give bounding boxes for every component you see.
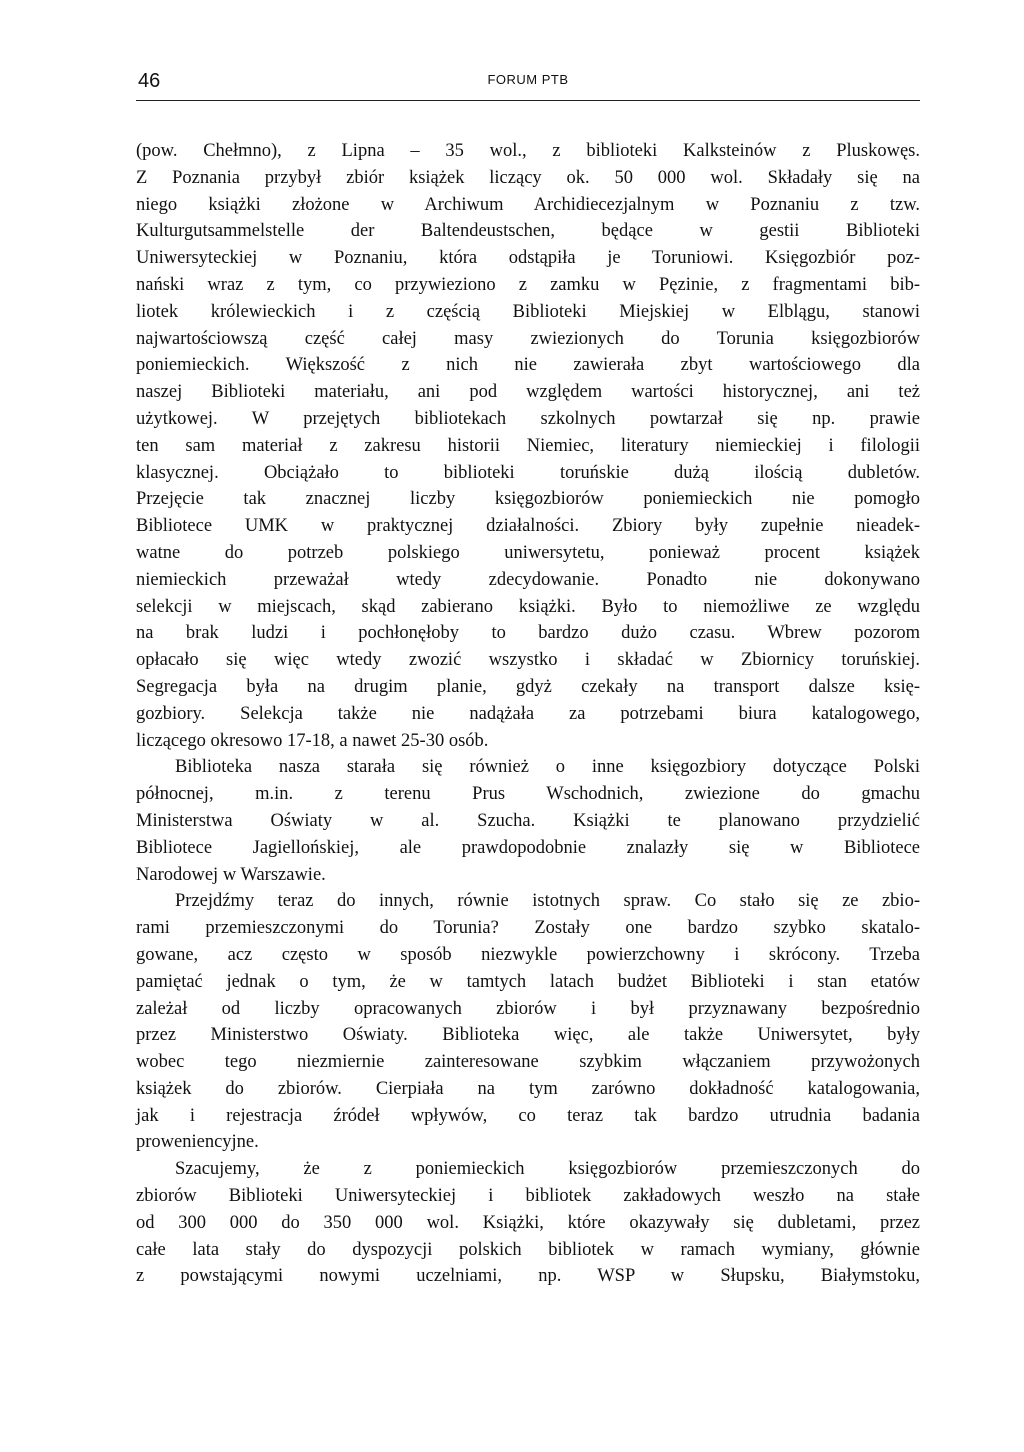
- body-text: [136, 138, 920, 1290]
- text-line: północnej, m.in. z terenu Prus Wschodnich, zwiezione do gmachu: [136, 784, 920, 805]
- text-line: całe lata stały do dyspozycji polskich bibliotek w ramach wymiany, głównie: [136, 1239, 920, 1260]
- text-line: ten sam materiał z zakresu historii Niemiec, literatury niemieckiej i filologii: [136, 435, 920, 456]
- text-line: gozbiory. Selekcja także nie nadążała za potrzebami biura katalogowego,: [136, 703, 920, 724]
- text-line: selekcji w miejscach, skąd zabierano książki. Było to niemożliwe ze względu: [136, 596, 920, 617]
- text-line: Biblioteka nasza starała się również o inne księgozbiory dotyczące Polski: [175, 757, 920, 778]
- text-line: Uniwersyteckiej w Poznaniu, która odstąpiła je Toruniowi. Księgozbiór poz-: [136, 248, 920, 269]
- text-line: Przejęcie tak znacznej liczby księgozbiorów poniemieckich nie pomogło: [136, 489, 920, 510]
- text-line: rami przemieszczonymi do Torunia? Zostały one bardzo szybko skatalo-: [136, 918, 920, 939]
- text-line: Bibliotece Jagiellońskiej, ale prawdopodobnie znalazły się w Bibliotece: [136, 837, 920, 858]
- journal-title: FORUM PTB: [487, 72, 569, 87]
- text-line: watne do potrzeb polskiego uniwersytetu, ponieważ procent książek: [136, 542, 920, 563]
- text-line: wobec tego niezmiernie zainteresowane szybkim włączaniem przywożonych: [136, 1052, 920, 1073]
- text-line: Bibliotece UMK w praktycznej działalności. Zbiory były zupełnie nieadek-: [136, 516, 920, 537]
- text-line: na brak ludzi i pochłonęłoby to bardzo dużo czasu. Wbrew pozorom: [136, 623, 920, 644]
- text-line: Z Poznania przybył zbiór książek liczący ok. 50 000 wol. Składały się na: [136, 167, 920, 188]
- document-page: [136, 64, 920, 1290]
- text-line: niemieckich przeważał wtedy zdecydowanie. Ponadto nie dokonywano: [136, 569, 920, 590]
- text-line: Ministerstwa Oświaty w al. Szucha. Książki te planowano przydzielić: [136, 810, 920, 831]
- text-line: zbiorów Biblioteki Uniwersyteckiej i bibliotek zakładowych weszło na stałe: [136, 1186, 920, 1207]
- text-line: niego książki złożone w Archiwum Archidiecezjalnym w Poznaniu z tzw.: [136, 194, 920, 215]
- text-line: Szacujemy, że z poniemieckich księgozbiorów przemieszczonych do: [175, 1159, 920, 1180]
- text-line: nański wraz z tym, co przywieziono z zamku w Pęzinie, z fragmentami bib-: [136, 274, 920, 295]
- text-line: klasycznej. Obciążało to biblioteki toruńskie dużą ilością dubletów.: [136, 462, 920, 483]
- page-number: 46: [138, 70, 161, 92]
- text-line: proweniencyjne.: [136, 1132, 259, 1153]
- text-line: Segregacja była na drugim planie, gdyż czekały na transport dalsze księ-: [136, 676, 920, 697]
- text-line: jak i rejestracja źródeł wpływów, co teraz tak bardzo utrudnia badania: [136, 1105, 920, 1126]
- running-header: [136, 64, 920, 101]
- text-line: z powstającymi nowymi uczelniami, np. WSP w Słupsku, Białymstoku,: [136, 1266, 920, 1287]
- text-line: książek do zbiorów. Cierpiała na tym zarówno dokładność katalogowania,: [136, 1078, 920, 1099]
- text-line: liczącego okresowo 17-18, a nawet 25-30 osób.: [136, 730, 489, 751]
- text-line: Przejdźmy teraz do innych, równie istotnych spraw. Co stało się ze zbio-: [175, 891, 920, 912]
- text-line: poniemieckich. Większość z nich nie zawierała zbyt wartościowego dla: [136, 355, 920, 376]
- text-line: Narodowej w Warszawie.: [136, 864, 326, 885]
- text-line: liotek królewieckich i z częścią Biblioteki Miejskiej w Elblągu, stanowi: [136, 301, 920, 322]
- text-line: zależał od liczby opracowanych zbiorów i był przyznawany bezpośrednio: [136, 998, 920, 1019]
- text-line: naszej Biblioteki materiału, ani pod względem wartości historycznej, ani też: [136, 382, 920, 403]
- text-line: od 300 000 do 350 000 wol. Książki, które okazywały się dubletami, przez: [136, 1212, 920, 1233]
- text-line: Kulturgutsammelstelle der Baltendeustschen, będące w gestii Biblioteki: [136, 221, 920, 242]
- text-line: gowane, acz często w sposób niezwykle powierzchowny i skrócony. Trzeba: [136, 944, 920, 965]
- text-line: użytkowej. W przejętych bibliotekach szkolnych powtarzał się np. prawie: [136, 408, 920, 429]
- text-line: przez Ministerstwo Oświaty. Biblioteka więc, ale także Uniwersytet, były: [136, 1025, 920, 1046]
- text-line: pamiętać jednak o tym, że w tamtych latach budżet Biblioteki i stan etatów: [136, 971, 920, 992]
- text-line: (pow. Chełmno), z Lipna – 35 wol., z biblioteki Kalksteinów z Pluskowęs.: [136, 141, 920, 161]
- text-line: opłacało się więc wtedy zwozić wszystko i składać w Zbiornicy toruńskiej.: [136, 650, 920, 671]
- text-line: najwartościowszą część całej masy zwiezionych do Torunia księgozbiorów: [136, 328, 920, 349]
